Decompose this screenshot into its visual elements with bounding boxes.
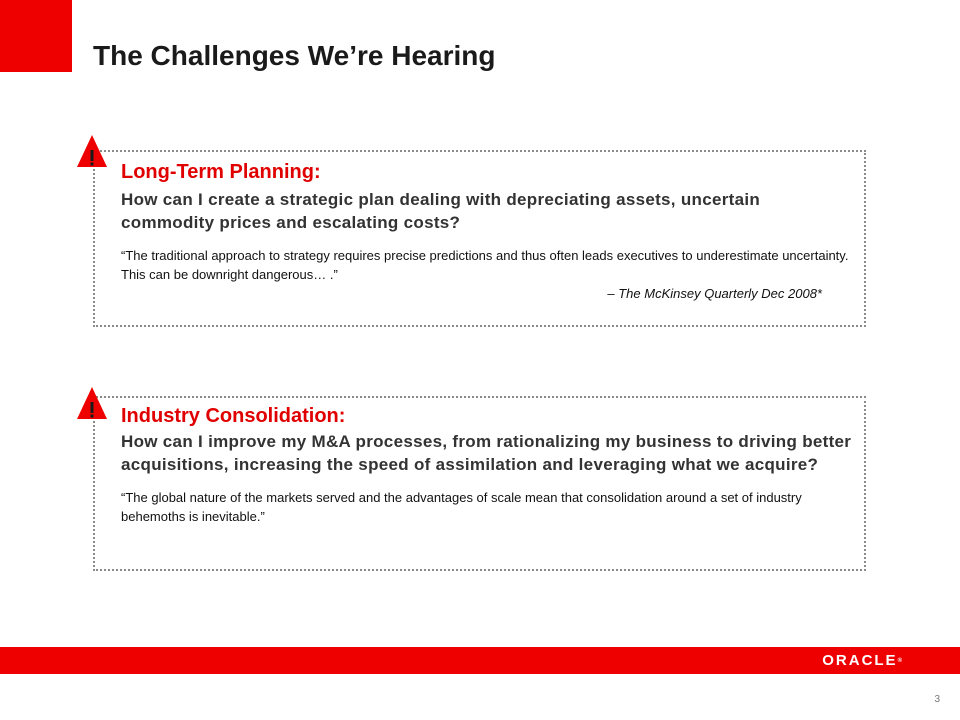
- page-number: 3: [934, 694, 940, 705]
- challenge-quote: “The traditional approach to strategy requires precise predictions and thus often leads executives to underestimate uncertainty. This can be downright dangerous… .”: [121, 248, 849, 282]
- quote-citation: – The McKinsey Quarterly Dec 2008*: [607, 286, 822, 301]
- challenge-quote: “The global nature of the markets served and the advantages of scale mean that consolidation around a set of industry behemoths is inevitable.”: [121, 490, 802, 524]
- challenge-heading: Long-Term Planning:: [121, 161, 321, 183]
- warning-icon: [76, 386, 108, 420]
- challenge-content-long-term-planning: [121, 160, 856, 303]
- challenge-content-industry-consolidation: [121, 404, 856, 526]
- challenge-question: How can I create a strategic plan dealing with depreciating assets, uncertain commodity prices and escalating costs?: [121, 190, 761, 232]
- oracle-logo: ORACLE®: [822, 652, 902, 669]
- corner-accent-block: [0, 0, 72, 72]
- slide-title: The Challenges We’re Hearing: [93, 40, 496, 71]
- challenge-question: How can I improve my M&A processes, from rationalizing my business to driving better acquisitions, increasing the speed of assimilation and leveraging what we acquire?: [121, 432, 852, 474]
- challenge-heading: Industry Consolidation:: [121, 405, 346, 427]
- warning-icon: [76, 134, 108, 168]
- footer-bar: [0, 647, 960, 674]
